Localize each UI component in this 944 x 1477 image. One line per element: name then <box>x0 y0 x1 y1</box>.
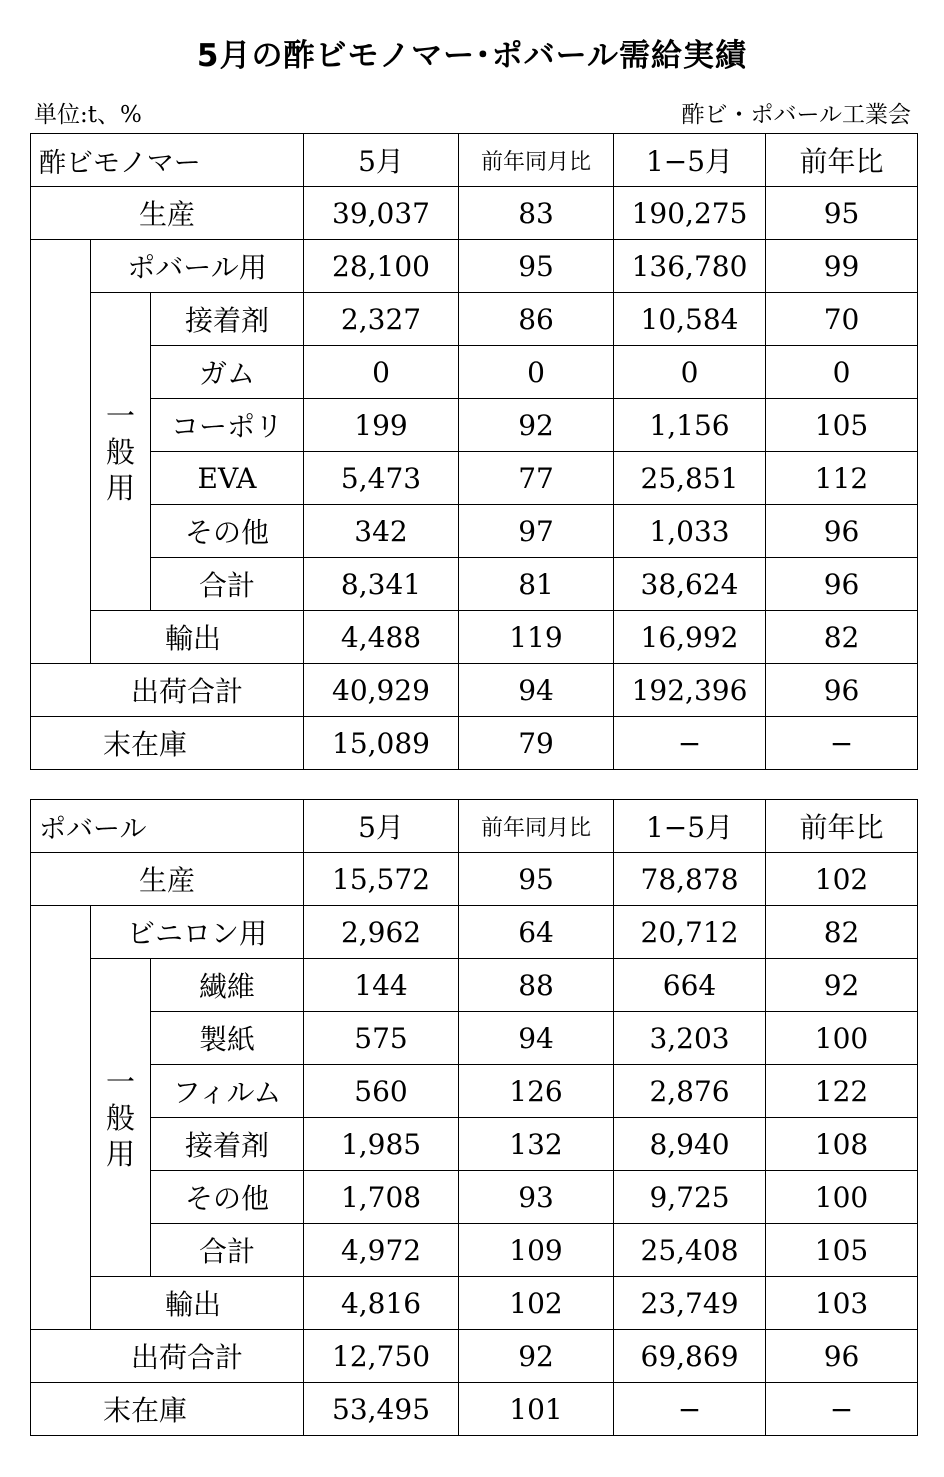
table-row <box>31 1330 918 1383</box>
row-label: その他 <box>151 1171 304 1224</box>
value-cell: 105 <box>766 1224 918 1277</box>
vinyl-acetate-monomer-table <box>30 133 918 770</box>
value-cell: 25,408 <box>614 1224 766 1277</box>
value-cell: 53,495 <box>304 1383 459 1436</box>
value-cell: 560 <box>304 1065 459 1118</box>
value-cell: 102 <box>459 1277 614 1330</box>
value-cell: 95 <box>459 240 614 293</box>
value-cell: 4,816 <box>304 1277 459 1330</box>
value-cell: 64 <box>459 906 614 959</box>
row-label: 繊維 <box>151 959 304 1012</box>
value-cell: 102 <box>766 853 918 906</box>
value-cell: 96 <box>766 1330 918 1383</box>
value-cell: 69,869 <box>614 1330 766 1383</box>
value-cell: 108 <box>766 1118 918 1171</box>
value-cell: 1,156 <box>614 399 766 452</box>
row-label: フィルム <box>151 1065 304 1118</box>
value-cell: 92 <box>459 399 614 452</box>
indent-cell <box>31 906 91 1330</box>
value-cell: 96 <box>766 558 918 611</box>
row-label: コーポリ <box>151 399 304 452</box>
value-cell: 25,851 <box>614 452 766 505</box>
column-header: 5月 <box>304 134 459 187</box>
row-label: 輸出 <box>91 1277 304 1330</box>
header-row <box>31 800 918 853</box>
value-cell: 575 <box>304 1012 459 1065</box>
general-use-label <box>91 959 151 1277</box>
column-header: 前年同月比 <box>459 134 614 187</box>
table-row <box>31 452 918 505</box>
value-cell: 342 <box>304 505 459 558</box>
column-header: 1−5月 <box>614 134 766 187</box>
table-row <box>31 346 918 399</box>
table-row <box>31 611 918 664</box>
value-cell: 70 <box>766 293 918 346</box>
table-name: ポバール <box>31 800 304 853</box>
value-cell: 97 <box>459 505 614 558</box>
general-use-char: 般 <box>105 1100 135 1135</box>
table-row <box>31 505 918 558</box>
value-cell: 8,341 <box>304 558 459 611</box>
table-row <box>31 664 918 717</box>
header-row <box>31 134 918 187</box>
row-label: 生産 <box>31 853 304 906</box>
row-label: 輸出 <box>91 611 304 664</box>
table-name: 酢ビモノマー <box>31 134 304 187</box>
value-cell: 15,089 <box>304 717 459 770</box>
table-row <box>31 1383 918 1436</box>
value-cell: 190,275 <box>614 187 766 240</box>
value-cell: 38,624 <box>614 558 766 611</box>
general-use-char: 用 <box>105 1136 135 1171</box>
value-cell: 82 <box>766 611 918 664</box>
value-cell: 78,878 <box>614 853 766 906</box>
row-label: 出荷合計 <box>31 1330 304 1383</box>
value-cell: 132 <box>459 1118 614 1171</box>
value-cell: 20,712 <box>614 906 766 959</box>
table-row <box>31 1171 918 1224</box>
column-header: 前年同月比 <box>459 800 614 853</box>
value-cell: 39,037 <box>304 187 459 240</box>
value-cell: 126 <box>459 1065 614 1118</box>
poval-table <box>30 799 918 1436</box>
table-row <box>31 187 918 240</box>
value-cell: 92 <box>766 959 918 1012</box>
value-cell: 9,725 <box>614 1171 766 1224</box>
row-label: 出荷合計 <box>31 664 304 717</box>
row-label: 製紙 <box>151 1012 304 1065</box>
value-cell: 2,962 <box>304 906 459 959</box>
table-row <box>31 558 918 611</box>
table-row <box>31 1277 918 1330</box>
value-cell: 136,780 <box>614 240 766 293</box>
table-row <box>31 1118 918 1171</box>
value-cell: − <box>614 1383 766 1436</box>
value-cell: 8,940 <box>614 1118 766 1171</box>
value-cell: 100 <box>766 1012 918 1065</box>
row-label: 合計 <box>151 558 304 611</box>
value-cell: 192,396 <box>614 664 766 717</box>
value-cell: 94 <box>459 1012 614 1065</box>
row-label: 末在庫 <box>31 717 304 770</box>
value-cell: 15,572 <box>304 853 459 906</box>
column-header: 前年比 <box>766 800 918 853</box>
row-label: 接着剤 <box>151 1118 304 1171</box>
table-row <box>31 959 918 1012</box>
value-cell: 23,749 <box>614 1277 766 1330</box>
value-cell: − <box>766 717 918 770</box>
value-cell: 16,992 <box>614 611 766 664</box>
value-cell: 96 <box>766 505 918 558</box>
value-cell: 0 <box>304 346 459 399</box>
value-cell: 0 <box>459 346 614 399</box>
general-use-char: 用 <box>105 470 135 505</box>
table-row <box>31 1224 918 1277</box>
value-cell: 88 <box>459 959 614 1012</box>
column-header: 5月 <box>304 800 459 853</box>
value-cell: 144 <box>304 959 459 1012</box>
table-row <box>31 1012 918 1065</box>
value-cell: 0 <box>766 346 918 399</box>
row-label: 生産 <box>31 187 304 240</box>
value-cell: 199 <box>304 399 459 452</box>
value-cell: 99 <box>766 240 918 293</box>
value-cell: 93 <box>459 1171 614 1224</box>
column-header: 1−5月 <box>614 800 766 853</box>
page-title: 5月の酢ビモノマー･ポバール需給実績 <box>196 38 748 74</box>
value-cell: 1,708 <box>304 1171 459 1224</box>
value-cell: 95 <box>766 187 918 240</box>
value-cell: − <box>766 1383 918 1436</box>
row-label: 接着剤 <box>151 293 304 346</box>
value-cell: 83 <box>459 187 614 240</box>
value-cell: − <box>614 717 766 770</box>
row-label: ガム <box>151 346 304 399</box>
general-use-label <box>91 293 151 611</box>
row-label: 合計 <box>151 1224 304 1277</box>
value-cell: 86 <box>459 293 614 346</box>
value-cell: 1,033 <box>614 505 766 558</box>
general-use-char: 一 <box>105 1064 135 1099</box>
row-label: その他 <box>151 505 304 558</box>
value-cell: 1,985 <box>304 1118 459 1171</box>
table-row <box>31 399 918 452</box>
value-cell: 12,750 <box>304 1330 459 1383</box>
value-cell: 3,203 <box>614 1012 766 1065</box>
value-cell: 101 <box>459 1383 614 1436</box>
value-cell: 95 <box>459 853 614 906</box>
general-use-char: 一 <box>105 398 135 433</box>
value-cell: 664 <box>614 959 766 1012</box>
value-cell: 92 <box>459 1330 614 1383</box>
value-cell: 100 <box>766 1171 918 1224</box>
value-cell: 77 <box>459 452 614 505</box>
value-cell: 2,876 <box>614 1065 766 1118</box>
indent-cell <box>31 240 91 664</box>
table-row <box>31 293 918 346</box>
value-cell: 4,488 <box>304 611 459 664</box>
value-cell: 82 <box>766 906 918 959</box>
value-cell: 0 <box>614 346 766 399</box>
value-cell: 2,327 <box>304 293 459 346</box>
row-label: ポバール用 <box>91 240 304 293</box>
value-cell: 119 <box>459 611 614 664</box>
row-label: EVA <box>151 452 304 505</box>
value-cell: 40,929 <box>304 664 459 717</box>
value-cell: 81 <box>459 558 614 611</box>
value-cell: 4,972 <box>304 1224 459 1277</box>
value-cell: 79 <box>459 717 614 770</box>
value-cell: 5,473 <box>304 452 459 505</box>
value-cell: 112 <box>766 452 918 505</box>
table-row <box>31 240 918 293</box>
row-label: ビニロン用 <box>91 906 304 959</box>
table-row <box>31 717 918 770</box>
source-label: 酢ビ・ポバール工業会 <box>681 102 911 128</box>
value-cell: 103 <box>766 1277 918 1330</box>
value-cell: 122 <box>766 1065 918 1118</box>
value-cell: 109 <box>459 1224 614 1277</box>
table-row <box>31 1065 918 1118</box>
row-label: 末在庫 <box>31 1383 304 1436</box>
column-header: 前年比 <box>766 134 918 187</box>
value-cell: 10,584 <box>614 293 766 346</box>
value-cell: 105 <box>766 399 918 452</box>
value-cell: 28,100 <box>304 240 459 293</box>
general-use-char: 般 <box>105 434 135 469</box>
table-row <box>31 906 918 959</box>
value-cell: 96 <box>766 664 918 717</box>
table-row <box>31 853 918 906</box>
unit-label: 単位:t、% <box>34 102 142 128</box>
value-cell: 94 <box>459 664 614 717</box>
